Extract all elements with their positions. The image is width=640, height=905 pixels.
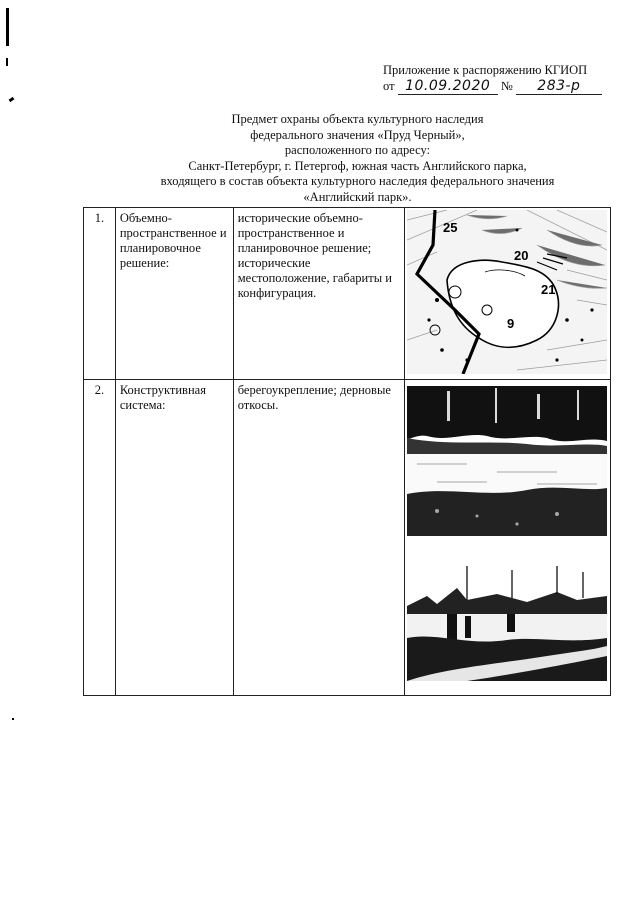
row-category: Конструктивная система: (115, 380, 233, 696)
title-line: расположенного по адресу: (284, 143, 431, 157)
title-line: «Английский парк». (303, 189, 412, 204)
scan-mark (6, 8, 9, 46)
photo-cell (404, 380, 610, 696)
scan-mark (6, 58, 8, 66)
appendix-caption: Приложение к распоряжению КГИОП (383, 63, 588, 77)
pond-site-map (407, 210, 607, 374)
order-date: 10.09.2020 (398, 78, 498, 95)
appendix-header (383, 62, 613, 95)
row-description: берегоукрепление; дерновые откосы. (233, 380, 404, 696)
title-line: Предмет охраны объекта культурного наследия (231, 112, 484, 126)
number-prefix: № (500, 79, 513, 93)
row-description: исторические объемно-пространственное и планировочное решение; исторические местоположение, габариты и конфигурация. (233, 208, 404, 380)
pond-photo-1 (407, 386, 607, 536)
title-line: федерального значения «Пруд Черный», (250, 127, 465, 142)
map-label-20: 20 (513, 248, 529, 263)
map-cell (404, 208, 610, 380)
scan-mark (12, 718, 14, 720)
title-line: Санкт-Петербург, г. Петергоф, южная часть Английского парка, (188, 158, 527, 173)
date-prefix: от (383, 79, 395, 93)
row-number: 1. (84, 208, 116, 380)
row-number: 2. (84, 380, 116, 696)
row-category: Объемно-пространственное и планировочное решение: (115, 208, 233, 380)
table-row (84, 380, 611, 696)
document-title (80, 112, 635, 205)
order-number: 283-р (516, 78, 602, 95)
title-line: входящего в состав объекта культурного наследия федерального значения (160, 174, 555, 188)
map-label-9: 9 (506, 316, 515, 331)
map-label-21: 21 (540, 282, 556, 297)
pond-photo-2 (407, 566, 607, 681)
scan-mark (9, 97, 15, 102)
table-row (84, 208, 611, 380)
map-label-25: 25 (442, 220, 458, 235)
protection-subject-table (83, 207, 611, 696)
